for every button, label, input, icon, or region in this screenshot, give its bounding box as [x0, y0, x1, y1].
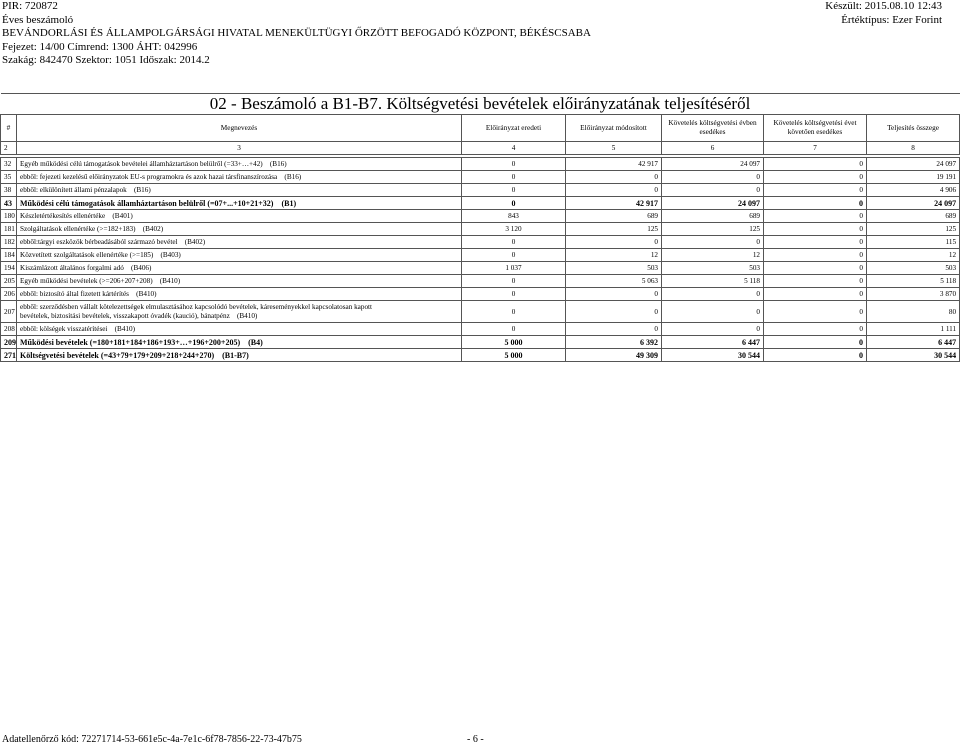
- row-value: 12: [662, 249, 764, 262]
- row-name-cell: [17, 288, 462, 301]
- row-code: (B4): [248, 337, 263, 347]
- row-name: ebből:tárgyi eszközök bérbeadásából származó bevétel: [20, 237, 178, 246]
- row-id: 182: [1, 236, 17, 249]
- row-name-cell: [17, 323, 462, 336]
- row-value: 0: [462, 184, 566, 197]
- row-value: 5 118: [867, 275, 960, 288]
- row-name: Egyéb működési célú támogatások bevételei államháztartáson belülről (=33+…+42): [20, 159, 263, 168]
- row-value: 0: [462, 301, 566, 323]
- row-id: 205: [1, 275, 17, 288]
- value-type: Értéktípus: Ezer Forint: [841, 13, 942, 26]
- column-number: 6: [662, 142, 764, 155]
- row-value: 0: [764, 223, 867, 236]
- row-id: 194: [1, 262, 17, 275]
- row-id: 271: [1, 349, 17, 362]
- row-value: 503: [867, 262, 960, 275]
- row-value: 1 037: [462, 262, 566, 275]
- title-row: [1, 94, 960, 115]
- row-value: 125: [662, 223, 764, 236]
- row-code: (B410): [136, 289, 157, 298]
- page-number: - 6 -: [467, 734, 484, 745]
- row-name: Költségvetési bevételek (=43+79+179+209+218+244+270): [20, 350, 215, 360]
- row-name-cell: [17, 171, 462, 184]
- created-timestamp: Készült: 2015.08.10 12:43: [825, 0, 942, 12]
- row-value: 0: [764, 210, 867, 223]
- row-value: 4 906: [867, 184, 960, 197]
- row-value: 0: [462, 236, 566, 249]
- row-value: 6 447: [867, 336, 960, 349]
- row-value: 503: [662, 262, 764, 275]
- table-row: [1, 336, 960, 349]
- row-value: 80: [867, 301, 960, 323]
- row-code: (B1): [281, 198, 297, 208]
- row-value: 0: [566, 236, 662, 249]
- row-id: 208: [1, 323, 17, 336]
- column-number: 8: [867, 142, 960, 155]
- row-code: (B410): [114, 324, 135, 333]
- row-value: 3 870: [867, 288, 960, 301]
- row-name-cell: [17, 236, 462, 249]
- row-value: 0: [662, 323, 764, 336]
- row-value: 0: [662, 236, 764, 249]
- report-table: [0, 93, 960, 362]
- column-number: 7: [764, 142, 867, 155]
- row-value: 0: [764, 323, 867, 336]
- column-header: Teljesítés összege: [867, 115, 960, 142]
- row-value: 30 544: [867, 349, 960, 362]
- row-value: 0: [764, 197, 867, 210]
- row-value: 6 447: [662, 336, 764, 349]
- row-id: 206: [1, 288, 17, 301]
- row-value: 0: [462, 158, 566, 171]
- row-value: 689: [867, 210, 960, 223]
- row-value: 42 917: [566, 158, 662, 171]
- row-value: 49 309: [566, 349, 662, 362]
- row-value: 115: [867, 236, 960, 249]
- row-name-continued: bevételek, biztosítási bevételek, visszakapott óvadék (kaució), bánatpénz: [20, 311, 230, 320]
- row-value: 0: [764, 301, 867, 323]
- row-id: 209: [1, 336, 17, 349]
- row-value: 24 097: [867, 158, 960, 171]
- row-value: 689: [566, 210, 662, 223]
- row-id: 180: [1, 210, 17, 223]
- row-name-cell: [17, 210, 462, 223]
- row-value: 12: [566, 249, 662, 262]
- row-value: 0: [764, 158, 867, 171]
- row-value: 689: [662, 210, 764, 223]
- row-name-cell: [17, 223, 462, 236]
- column-header: Követelés költségvetési évben esedékes: [662, 115, 764, 142]
- row-name: ebből: szerződésben vállalt kötelezettségek elmulasztásához kapcsolódó bevételek, káreseményekkel kapcsolatosan kapott: [20, 302, 373, 311]
- row-value: 0: [566, 301, 662, 323]
- row-value: 0: [764, 349, 867, 362]
- row-value: 0: [462, 171, 566, 184]
- institution-name: BEVÁNDORLÁSI ÉS ÁLLAMPOLGÁRSÁGI HIVATAL MENEKÜLTÜGYI ŐRZÖTT BEFOGADÓ KÖZPONT, BÉKÉSCSABA: [2, 27, 591, 40]
- table-row: [1, 184, 960, 197]
- table-row: [1, 210, 960, 223]
- row-id: 181: [1, 223, 17, 236]
- table-row: [1, 249, 960, 262]
- column-header: Előirányzat eredeti: [462, 115, 566, 142]
- table-row: [1, 275, 960, 288]
- row-value: 125: [566, 223, 662, 236]
- table-row: [1, 223, 960, 236]
- row-value: 0: [566, 171, 662, 184]
- row-code: (B16): [269, 159, 287, 168]
- row-value: 0: [764, 262, 867, 275]
- row-id: 38: [1, 184, 17, 197]
- row-value: 30 544: [662, 349, 764, 362]
- row-value: 42 917: [566, 197, 662, 210]
- row-value: 0: [764, 236, 867, 249]
- column-header: Követelés költségvetési évet követően esedékes: [764, 115, 867, 142]
- row-name: ebből: fejezeti kezelésű előirányzatok EU-s programokra és azok hazai társfinanszírozása: [20, 172, 278, 181]
- row-value: 0: [462, 249, 566, 262]
- row-value: 0: [764, 249, 867, 262]
- row-code: (B410): [236, 311, 258, 320]
- report-header-left: [2, 0, 591, 68]
- row-value: 0: [662, 288, 764, 301]
- row-name: ebből: kölségek visszatérítései: [20, 324, 108, 333]
- row-name: Működési bevételek (=180+181+184+186+193+…+196+200+205): [20, 337, 241, 347]
- row-id: 43: [1, 197, 17, 210]
- table-row: [1, 171, 960, 184]
- row-value: 12: [867, 249, 960, 262]
- chapter-info: Fejezet: 14/00 Címrend: 1300 ÁHT: 042996: [2, 40, 198, 53]
- table-row: [1, 236, 960, 249]
- table-row: [1, 197, 960, 210]
- column-header: Előirányzat módosított: [566, 115, 662, 142]
- row-value: 6 392: [566, 336, 662, 349]
- row-value: 3 120: [462, 223, 566, 236]
- row-name: ebből: elkülönített állami pénzalapok: [20, 185, 127, 194]
- row-id: 184: [1, 249, 17, 262]
- row-name: Kiszámlázott általános forgalmi adó: [20, 263, 124, 272]
- row-value: 0: [566, 323, 662, 336]
- pir-label: PIR: 720872: [2, 0, 58, 12]
- row-value: 24 097: [662, 158, 764, 171]
- table-row: [1, 288, 960, 301]
- table-row: [1, 349, 960, 362]
- row-name: Működési célú támogatások államháztartáson belülről (=07+...+10+21+32): [20, 198, 274, 208]
- row-value: 503: [566, 262, 662, 275]
- column-header: #: [1, 115, 17, 142]
- row-value: 0: [764, 184, 867, 197]
- row-value: 19 191: [867, 171, 960, 184]
- table-row: [1, 158, 960, 171]
- row-name: ebből: biztosító által fizetett kártérítés: [20, 289, 129, 298]
- column-number: 3: [17, 142, 462, 155]
- column-number-row: [1, 142, 960, 155]
- row-value: 0: [764, 171, 867, 184]
- row-id: 35: [1, 171, 17, 184]
- row-id: 207: [1, 301, 17, 323]
- row-value: 0: [662, 184, 764, 197]
- row-code: (B402): [142, 224, 164, 233]
- row-value: 24 097: [867, 197, 960, 210]
- row-code: (B16): [133, 185, 151, 194]
- table-row: [1, 323, 960, 336]
- row-value: 0: [566, 288, 662, 301]
- row-code: (B401): [112, 211, 133, 220]
- row-name-cell: [17, 197, 462, 210]
- row-code: (B402): [184, 237, 206, 246]
- report-type: Éves beszámoló: [2, 13, 74, 26]
- row-value: 125: [867, 223, 960, 236]
- row-value: 0: [462, 275, 566, 288]
- row-value: 5 000: [462, 336, 566, 349]
- row-code: (B16): [284, 172, 302, 181]
- row-value: 0: [764, 275, 867, 288]
- row-code: (B1-B7): [222, 350, 249, 360]
- row-value: 0: [462, 288, 566, 301]
- row-name-cell: [17, 184, 462, 197]
- row-name: Szolgáltatások ellenértéke (>=182+183): [20, 224, 136, 233]
- row-value: 0: [764, 336, 867, 349]
- row-value: 0: [662, 171, 764, 184]
- row-value: 0: [462, 323, 566, 336]
- row-value: 5 000: [462, 349, 566, 362]
- sector-info: Szakág: 842470 Szektor: 1051 Időszak: 2014.2: [2, 54, 210, 67]
- row-value: 5 118: [662, 275, 764, 288]
- column-header-row: [1, 115, 960, 142]
- row-value: 1 111: [867, 323, 960, 336]
- row-name: Közvetített szolgáltatások ellenértéke (>=185): [20, 250, 154, 259]
- row-name-cell: [17, 275, 462, 288]
- row-value: 0: [764, 288, 867, 301]
- row-name: Egyéb működési bevételek (>=206+207+208): [20, 276, 153, 285]
- row-value: 0: [662, 301, 764, 323]
- control-code: Adatellenőrző kód: 72271714-53-661e5c-4a-7e1c-6f78-7856-22-73-47b75: [2, 734, 302, 745]
- page-title: 02 - Beszámoló a B1-B7. Költségvetési bevételek előirányzatának teljesítéséről: [1, 94, 960, 115]
- row-name-cell: [17, 262, 462, 275]
- row-name-cell: [17, 336, 462, 349]
- row-name-cell: [17, 249, 462, 262]
- column-number: 5: [566, 142, 662, 155]
- row-value: 0: [566, 184, 662, 197]
- row-code: (B403): [160, 250, 181, 259]
- row-name-cell: [17, 349, 462, 362]
- table-row: [1, 301, 960, 323]
- row-code: (B406): [131, 263, 152, 272]
- row-id: 32: [1, 158, 17, 171]
- row-name-cell: [17, 158, 462, 171]
- column-number: 4: [462, 142, 566, 155]
- row-value: 843: [462, 210, 566, 223]
- column-header: Megnevezés: [17, 115, 462, 142]
- report-header-right: [825, 0, 942, 27]
- column-number: 2: [1, 142, 17, 155]
- row-code: (B410): [159, 276, 181, 285]
- row-value: 0: [462, 197, 566, 210]
- row-value: 5 063: [566, 275, 662, 288]
- table-row: [1, 262, 960, 275]
- row-value: 24 097: [662, 197, 764, 210]
- row-name-cell: [17, 301, 462, 323]
- row-name: Készletértékesítés ellenértéke: [20, 211, 106, 220]
